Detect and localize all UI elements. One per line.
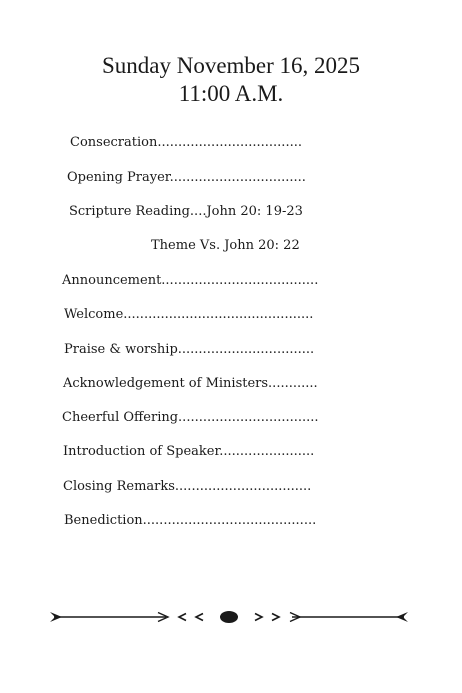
service-date: Sunday November 16, 2025 bbox=[101, 53, 361, 78]
service-time: 11:00 A.M. bbox=[178, 81, 284, 106]
program-item-opening-prayer: Opening Prayer................................. bbox=[67, 170, 306, 185]
program-item-praise-worship: Praise & worship................................. bbox=[64, 342, 315, 357]
program-item-introduction-speaker: Introduction of Speaker....................... bbox=[63, 444, 315, 459]
program-item-theme: Theme Vs. John 20: 22 bbox=[151, 238, 300, 253]
program-item-acknowledgement: Acknowledgement of Ministers............ bbox=[63, 376, 318, 391]
program-header bbox=[0, 52, 462, 108]
ornamental-divider-icon bbox=[48, 606, 410, 628]
program-item-scripture-reading: Scripture Reading....John 20: 19-23 bbox=[69, 204, 303, 219]
program-item-announcement: Announcement...................................... bbox=[62, 273, 319, 288]
program-item-welcome: Welcome.............................................. bbox=[64, 307, 314, 322]
program-item-consecration: Consecration................................... bbox=[70, 135, 302, 150]
program-item-benediction: Benediction.......................................... bbox=[64, 513, 317, 528]
program-item-closing-remarks: Closing Remarks................................. bbox=[63, 479, 312, 494]
program-item-cheerful-offering: Cheerful Offering.................................. bbox=[62, 410, 319, 425]
